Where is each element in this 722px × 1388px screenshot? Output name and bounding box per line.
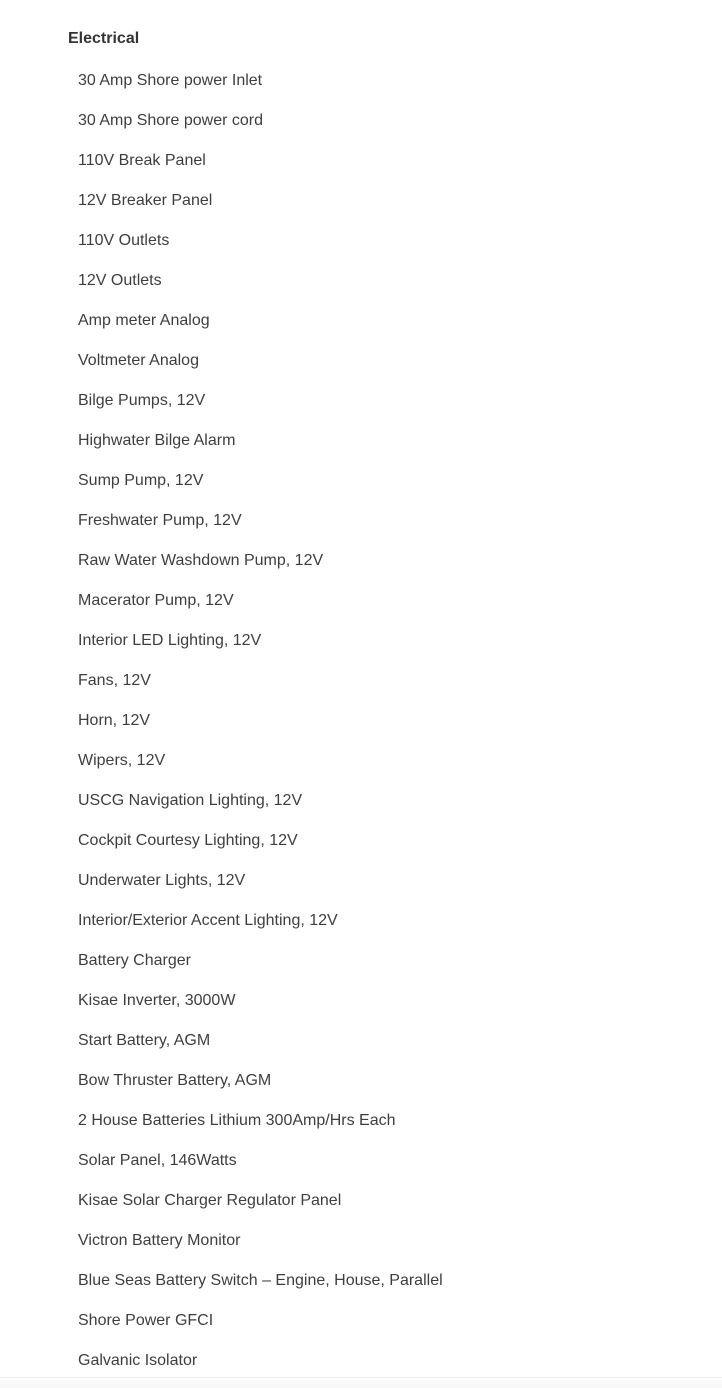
list-item: 30 Amp Shore power Inlet: [78, 72, 263, 89]
list-item: 30 Amp Shore power cord: [78, 112, 263, 129]
list-item: Shore Power GFCI: [78, 1312, 214, 1329]
list-item: Sump Pump, 12V: [78, 472, 204, 489]
list-item: Bow Thruster Battery, AGM: [78, 1072, 272, 1089]
list-item: Horn, 12V: [78, 712, 151, 729]
electrical-spec-list: [0, 61, 722, 1381]
list-item: Solar Panel, 146Watts: [78, 1152, 237, 1169]
list-item: Underwater Lights, 12V: [78, 872, 246, 889]
list-item: Kisae Solar Charger Regulator Panel: [78, 1192, 342, 1209]
list-item: Wipers, 12V: [78, 752, 166, 769]
list-item: Macerator Pump, 12V: [78, 592, 234, 609]
list-item: Interior LED Lighting, 12V: [78, 632, 262, 649]
section-title-electrical: Electrical: [68, 30, 140, 47]
list-item: Cockpit Courtesy Lighting, 12V: [78, 832, 298, 849]
list-item: Amp meter Analog: [78, 312, 210, 329]
list-item: 110V Outlets: [78, 232, 170, 249]
list-item: Battery Charger: [78, 952, 191, 969]
bottom-edge-strip: [0, 1377, 722, 1388]
list-item: Galvanic Isolator: [78, 1352, 198, 1369]
list-item: Raw Water Washdown Pump, 12V: [78, 552, 324, 569]
list-item: USCG Navigation Lighting, 12V: [78, 792, 303, 809]
list-item: 12V Breaker Panel: [78, 192, 213, 209]
list-item: Interior/Exterior Accent Lighting, 12V: [78, 912, 338, 929]
list-item: Fans, 12V: [78, 672, 151, 689]
list-item: Bilge Pumps, 12V: [78, 392, 206, 409]
list-item: 2 House Batteries Lithium 300Amp/Hrs Each: [78, 1112, 396, 1129]
list-item: 110V Break Panel: [78, 152, 206, 169]
list-item: Voltmeter Analog: [78, 352, 199, 369]
list-item: Freshwater Pump, 12V: [78, 512, 242, 529]
list-item: Highwater Bilge Alarm: [78, 432, 236, 449]
list-item: Start Battery, AGM: [78, 1032, 211, 1049]
list-item: 12V Outlets: [78, 272, 162, 289]
list-item: Victron Battery Monitor: [78, 1232, 241, 1249]
list-item: Kisae Inverter, 3000W: [78, 992, 236, 1009]
list-item: Blue Seas Battery Switch – Engine, House, Parallel: [78, 1272, 443, 1289]
